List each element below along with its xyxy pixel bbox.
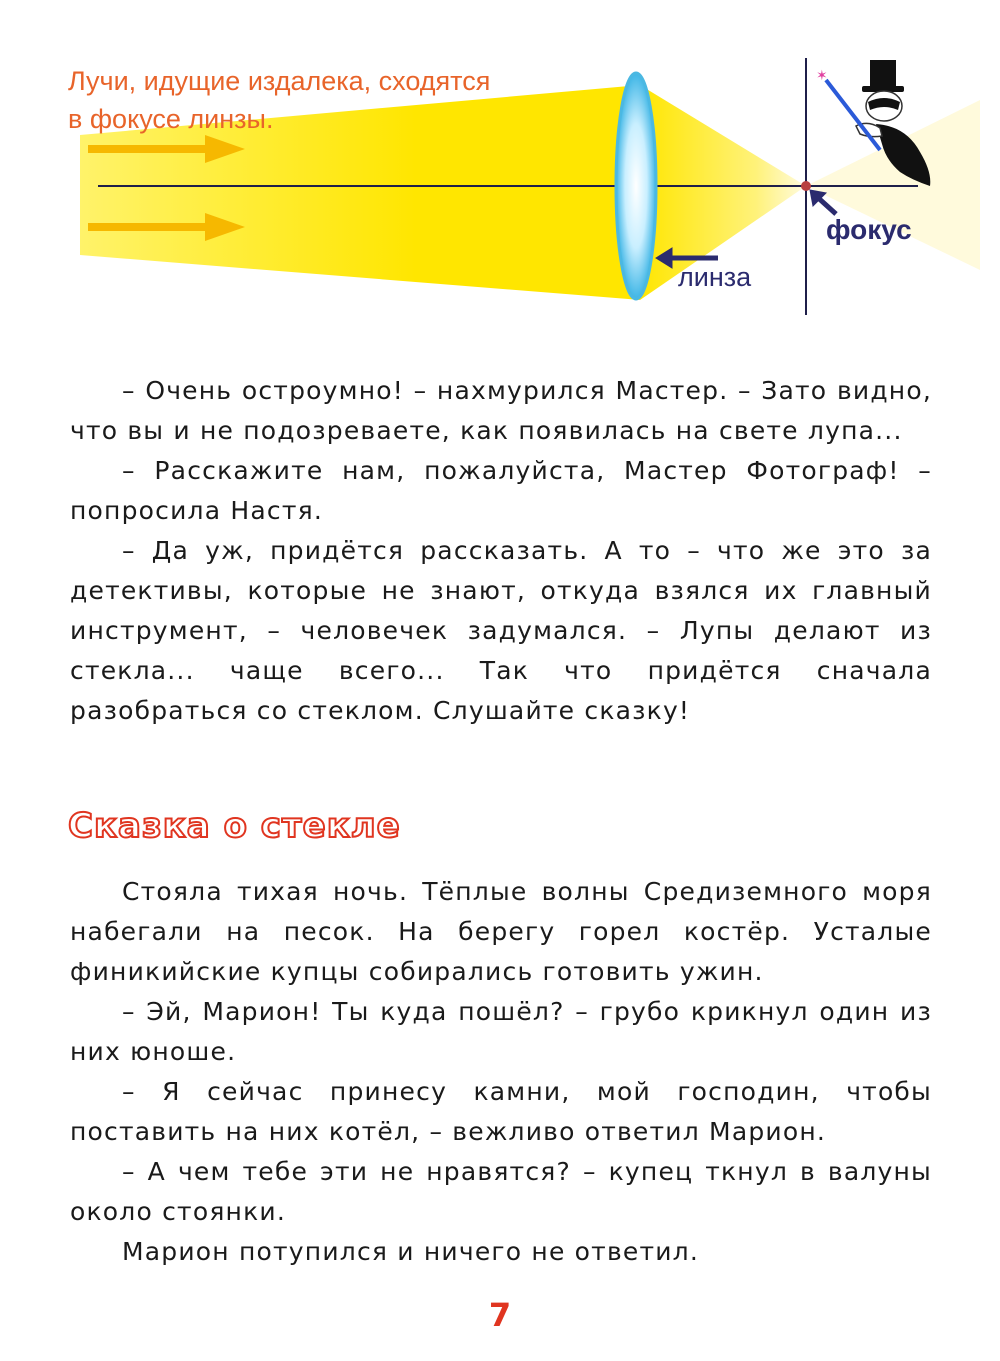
- caption-line-2: в фокусе линзы.: [68, 104, 274, 134]
- paragraph: Стояла тихая ночь. Тёплые волны Средиземного моря набегали на песок. На берегу горел костёр. Усталые финикийские купцы собирались готовить ужин.: [70, 877, 932, 986]
- paragraph: – Я сейчас принесу камни, мой господин, чтобы поставить на них котёл, – вежливо ответил Марион.: [70, 1077, 932, 1146]
- paragraph: – Очень остроумно! – нахмурился Мастер. – Зато видно, что вы и не подозреваете, как появилась на свете лупа...: [70, 376, 932, 445]
- svg-text:✶: ✶: [816, 68, 828, 84]
- paragraph: – Эй, Марион! Ты куда пошёл? – грубо крикнул один из них юноше.: [70, 997, 932, 1066]
- paragraph: – Да уж, придётся рассказать. А то – что же это за детективы, которые не знают, откуда взялся их главный инструмент, – человечек задумался. – Лупы делают из стекла... чаще всего... Так что придётся сначала разобраться со стеклом. Слушайте сказку!: [70, 536, 932, 725]
- paragraph: Марион потупился и ничего не ответил.: [122, 1237, 699, 1266]
- lens-label: линза: [678, 262, 752, 292]
- story-intro: [70, 371, 932, 731]
- focus-label: фокус: [826, 214, 912, 245]
- section-heading: Сказка о стекле: [68, 806, 401, 846]
- fairy-tale-text: [70, 872, 932, 1272]
- paragraph: – Расскажите нам, пожалуйста, Мастер Фотограф! – попросила Настя.: [70, 456, 932, 525]
- page-number: 7: [488, 1296, 512, 1334]
- diagram-caption: [68, 62, 588, 138]
- caption-line-1: Лучи, идущие издалека, сходятся: [68, 66, 491, 96]
- paragraph: – А чем тебе эти не нравятся? – купец ткнул в валуны около стоянки.: [70, 1157, 932, 1226]
- lens-shape: [616, 73, 656, 299]
